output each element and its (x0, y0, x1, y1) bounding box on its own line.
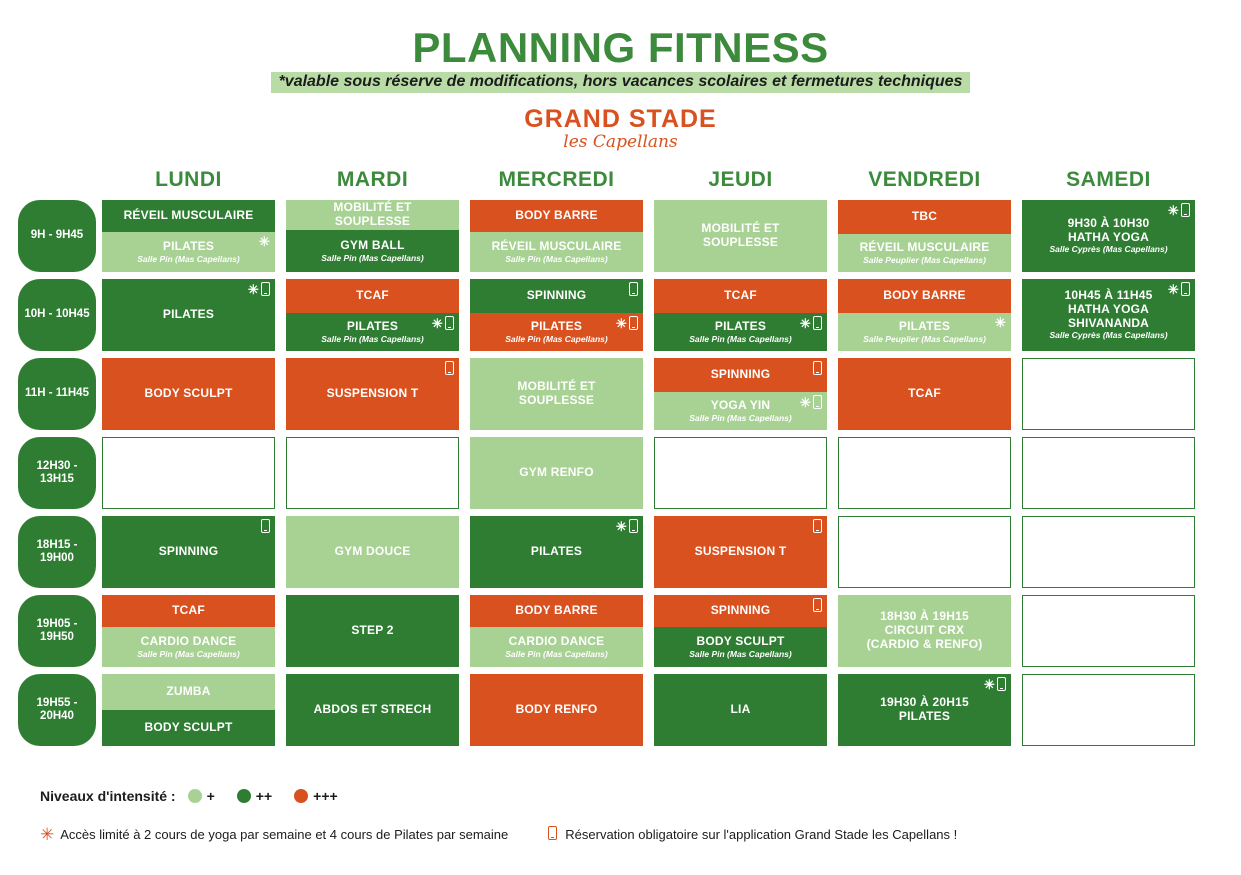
class-name: BODY BARRE (515, 603, 598, 618)
mobile-phone-icon (1181, 282, 1190, 296)
schedule-cell (102, 358, 275, 430)
class-room: Salle Cyprès (Mas Capellans) (1049, 244, 1168, 255)
class-block[interactable] (838, 200, 1011, 234)
schedule-cell (102, 674, 275, 746)
class-block[interactable] (654, 279, 827, 313)
schedule-grid (18, 168, 1223, 753)
note-star (40, 826, 508, 843)
class-block[interactable] (286, 674, 459, 746)
class-room: Salle Cyprès (Mas Capellans) (1049, 330, 1168, 341)
class-name: YOGA YIN (710, 397, 771, 412)
intensity-level-1 (188, 788, 215, 804)
mobile-phone-icon (445, 316, 454, 330)
class-block[interactable] (286, 279, 459, 313)
intensity-legend-label: Niveaux d'intensité : (40, 788, 176, 804)
schedule-cell (654, 358, 827, 430)
mobile-phone-icon (261, 519, 270, 533)
schedule-cell (286, 200, 459, 272)
class-room: Salle Pin (Mas Capellans) (689, 412, 792, 423)
schedule-cell (838, 674, 1011, 746)
class-block[interactable] (102, 279, 275, 351)
class-block[interactable] (838, 234, 1011, 272)
legend-footer (40, 788, 1200, 843)
class-name: BODY BARRE (515, 208, 598, 223)
class-block[interactable] (102, 516, 275, 588)
class-name: MOBILITÉ ET SOUPLESSE (701, 221, 780, 249)
class-block[interactable] (470, 279, 643, 313)
schedule-cell (470, 516, 643, 588)
schedule-row (18, 516, 1223, 588)
schedule-row (18, 279, 1223, 351)
schedule-cell (654, 279, 827, 351)
class-block[interactable] (470, 595, 643, 627)
class-block[interactable] (286, 200, 459, 230)
mobile-phone-icon (813, 519, 822, 533)
class-name: 18H30 À 19H15 (880, 609, 969, 624)
class-block[interactable] (470, 437, 643, 509)
class-name: SPINNING (158, 544, 219, 559)
schedule-row (18, 437, 1223, 509)
schedule-cell (838, 437, 1011, 509)
class-block[interactable] (102, 358, 275, 430)
class-name: STEP 2 (351, 623, 394, 638)
day-header-vendredi: VENDREDI (868, 168, 981, 191)
class-name: 10H45 À 11H45 (1064, 287, 1153, 302)
schedule-row (18, 595, 1223, 667)
schedule-cell (1022, 674, 1195, 746)
schedule-cell (470, 595, 643, 667)
class-name: 9H30 À 10H30 (1067, 215, 1150, 230)
class-room: Salle Pin (Mas Capellans) (137, 648, 240, 659)
class-block[interactable] (654, 200, 827, 272)
class-block[interactable] (470, 232, 643, 272)
intensity-level-3 (294, 788, 338, 804)
class-block[interactable] (654, 313, 827, 351)
class-name: PILATES (714, 318, 767, 333)
class-name: TBC (911, 209, 938, 224)
schedule-cell (470, 674, 643, 746)
class-name: TCAF (356, 288, 389, 303)
class-name: PILATES (162, 238, 215, 253)
class-name: CARDIO DANCE (140, 633, 237, 648)
class-room: Salle Pin (Mas Capellans) (505, 253, 608, 264)
class-block[interactable] (102, 200, 275, 232)
class-room: Salle Peuplier (Mas Capellans) (863, 254, 986, 265)
schedule-cell (1022, 437, 1195, 509)
schedule-cell (286, 516, 459, 588)
schedule-cell (470, 200, 643, 272)
class-name: TCAF (172, 603, 205, 618)
time-slot-badge: 19H55 - 20H40 (18, 674, 96, 746)
club-name: GRAND STADE (524, 105, 717, 134)
class-room: Salle Pin (Mas Capellans) (321, 333, 424, 344)
class-room: Salle Pin (Mas Capellans) (689, 333, 792, 344)
empty-slot (286, 437, 459, 509)
class-name: ABDOS ET STRECH (313, 702, 432, 717)
class-block[interactable] (470, 674, 643, 746)
empty-slot (838, 516, 1011, 588)
mobile-phone-icon (629, 316, 638, 330)
empty-slot (1022, 595, 1195, 667)
asterisk-icon: ✳ (1167, 281, 1179, 297)
class-name: CARDIO DANCE (508, 633, 605, 648)
class-block[interactable] (286, 230, 459, 272)
class-markers (1168, 282, 1190, 296)
empty-slot (1022, 516, 1195, 588)
class-block[interactable] (838, 313, 1011, 351)
class-room: Salle Pin (Mas Capellans) (505, 648, 608, 659)
asterisk-icon: ✳ (247, 281, 259, 297)
time-slot-badge: 19H05 - 19H50 (18, 595, 96, 667)
empty-slot (1022, 358, 1195, 430)
intensity-mark: + (206, 788, 215, 804)
class-name: HATHA YOGA (1067, 229, 1150, 244)
class-name: SUSPENSION T (694, 544, 787, 559)
mobile-phone-icon (629, 282, 638, 296)
schedule-cell (470, 358, 643, 430)
class-block[interactable] (286, 358, 459, 430)
intensity-mark: +++ (313, 788, 338, 804)
mobile-phone-icon (261, 282, 270, 296)
schedule-cell (286, 358, 459, 430)
class-markers (813, 519, 822, 533)
class-block[interactable] (470, 313, 643, 351)
schedule-cell (1022, 516, 1195, 588)
page-subtitle: *valable sous réserve de modifications, hors vacances scolaires et fermetures techniques (278, 73, 963, 91)
class-name: PILATES (162, 307, 215, 322)
empty-slot (1022, 437, 1195, 509)
schedule-cell (1022, 279, 1195, 351)
class-block[interactable] (102, 595, 275, 627)
class-block[interactable] (838, 279, 1011, 313)
schedule-cell (1022, 358, 1195, 430)
schedule-cell (102, 437, 275, 509)
class-markers (984, 677, 1006, 691)
schedule-cell (654, 595, 827, 667)
schedule-cell (102, 516, 275, 588)
class-room: Salle Pin (Mas Capellans) (321, 252, 424, 263)
class-markers (1168, 203, 1190, 217)
page-title: PLANNING FITNESS (412, 24, 829, 71)
empty-slot (1022, 674, 1195, 746)
day-header-mercredi: MERCREDI (498, 168, 615, 191)
schedule-cell (654, 437, 827, 509)
class-name: TCAF (724, 288, 757, 303)
schedule-cell (102, 200, 275, 272)
class-name: CIRCUIT CRX (884, 623, 965, 638)
class-markers (445, 361, 454, 375)
schedule-cell (838, 516, 1011, 588)
time-slot-badge: 12H30 - 13H15 (18, 437, 96, 509)
class-markers (248, 282, 270, 296)
intensity-dot-icon (188, 789, 202, 803)
class-name: SPINNING (710, 367, 771, 382)
schedule-cell (1022, 200, 1195, 272)
class-name: HATHA YOGA SHIVANANDA (1067, 301, 1150, 330)
class-markers (813, 598, 822, 612)
class-block[interactable] (470, 358, 643, 430)
note-star-text: Accès limité à 2 cours de yoga par semaine et 4 cours de Pilates par semaine (60, 827, 509, 842)
mobile-phone-icon (813, 316, 822, 330)
class-room: Salle Pin (Mas Capellans) (689, 648, 792, 659)
schedule-rows (18, 200, 1223, 746)
class-name: GYM RENFO (519, 465, 594, 480)
day-header-lundi: LUNDI (155, 168, 222, 191)
time-slot-badge: 10H - 10H45 (18, 279, 96, 351)
schedule-row (18, 674, 1223, 746)
note-phone (548, 826, 957, 843)
subtitle-highlight (271, 72, 971, 93)
class-name: RÉVEIL MUSCULAIRE (859, 239, 990, 254)
mobile-phone-icon (813, 361, 822, 375)
class-block[interactable] (1022, 200, 1195, 272)
schedule-cell (838, 595, 1011, 667)
class-markers (261, 519, 270, 533)
class-name: BODY RENFO (515, 702, 598, 717)
class-block[interactable] (654, 595, 827, 627)
class-block[interactable] (654, 358, 827, 392)
class-markers (616, 316, 638, 330)
asterisk-icon: ✳ (799, 315, 811, 331)
class-markers (432, 316, 454, 330)
schedule-cell (838, 279, 1011, 351)
class-block[interactable] (102, 710, 275, 746)
class-markers (629, 282, 638, 296)
class-name: RÉVEIL MUSCULAIRE (123, 208, 254, 223)
time-slot-badge: 11H - 11H45 (18, 358, 96, 430)
class-markers (800, 395, 822, 409)
asterisk-icon: ✳ (983, 676, 995, 692)
mobile-phone-icon (629, 519, 638, 533)
day-header-samedi: SAMEDI (1066, 168, 1151, 191)
class-name: MOBILITÉ ET SOUPLESSE (517, 379, 596, 407)
notes-row (40, 826, 1200, 843)
class-block[interactable] (838, 674, 1011, 746)
class-block[interactable] (654, 627, 827, 667)
asterisk-icon: ✳ (994, 315, 1006, 330)
mobile-phone-icon (813, 598, 822, 612)
class-block[interactable] (1022, 279, 1195, 351)
class-markers (800, 316, 822, 330)
schedule-cell (286, 674, 459, 746)
page-header (0, 0, 1241, 152)
schedule-cell (654, 516, 827, 588)
class-name: SUSPENSION T (326, 386, 419, 401)
time-slot-badge: 18H15 - 19H00 (18, 516, 96, 588)
schedule-cell (102, 595, 275, 667)
class-name: BODY BARRE (883, 288, 966, 303)
empty-slot (838, 437, 1011, 509)
empty-slot (654, 437, 827, 509)
schedule-cell (286, 595, 459, 667)
class-block[interactable] (102, 627, 275, 667)
class-block[interactable] (470, 200, 643, 232)
intensity-mark: ++ (255, 788, 273, 804)
note-phone-text: Réservation obligatoire sur l'application Grand Stade les Capellans ! (565, 827, 958, 842)
class-block[interactable] (470, 516, 643, 588)
class-name: PILATES (530, 544, 583, 559)
class-markers (813, 361, 822, 375)
class-block[interactable] (102, 674, 275, 710)
class-name: PILATES (898, 709, 951, 723)
class-block[interactable] (102, 232, 275, 272)
class-block[interactable] (838, 358, 1011, 430)
class-name: ZUMBA (166, 684, 211, 699)
mobile-phone-icon (445, 361, 454, 375)
schedule-cell (286, 279, 459, 351)
class-markers (616, 519, 638, 533)
mobile-phone-icon (1181, 203, 1190, 217)
time-slot-badge: 9H - 9H45 (18, 200, 96, 272)
class-room: Salle Pin (Mas Capellans) (505, 333, 608, 344)
class-name: (CARDIO & RENFO) (866, 636, 983, 651)
class-name: 19H30 À 20H15 (880, 695, 969, 710)
class-room: Salle Pin (Mas Capellans) (137, 253, 240, 264)
asterisk-icon: ✳ (799, 394, 811, 410)
class-name: TCAF (908, 386, 941, 401)
class-block[interactable] (654, 674, 827, 746)
asterisk-icon: ✳ (258, 234, 270, 249)
mobile-phone-icon (548, 826, 557, 843)
days-header-row (102, 168, 1223, 192)
mobile-phone-icon (997, 677, 1006, 691)
class-name: PILATES (346, 318, 399, 333)
empty-slot (102, 437, 275, 509)
class-block[interactable] (286, 313, 459, 351)
schedule-cell (286, 437, 459, 509)
class-markers (995, 316, 1006, 329)
day-header-mardi: MARDI (336, 168, 409, 191)
intensity-dot-icon (294, 789, 308, 803)
intensity-level-2 (237, 788, 272, 804)
asterisk-icon: ✳ (615, 518, 627, 534)
class-name: BODY SCULPT (144, 720, 233, 735)
intensity-legend (40, 788, 1200, 804)
class-name: PILATES (898, 318, 951, 333)
class-block[interactable] (654, 516, 827, 588)
schedule-cell (470, 437, 643, 509)
class-name: GYM BALL (340, 237, 405, 252)
class-name: PILATES (530, 318, 583, 333)
day-header-jeudi: JEUDI (708, 168, 773, 191)
class-name: SPINNING (526, 288, 587, 303)
class-block[interactable] (470, 627, 643, 667)
schedule-cell (838, 200, 1011, 272)
schedule-cell (102, 279, 275, 351)
class-block[interactable] (838, 595, 1011, 667)
class-block[interactable] (654, 392, 827, 430)
schedule-row (18, 200, 1223, 272)
mobile-phone-icon (813, 395, 822, 409)
class-name: BODY SCULPT (144, 386, 233, 401)
schedule-cell (470, 279, 643, 351)
schedule-cell (1022, 595, 1195, 667)
class-room: Salle Peuplier (Mas Capellans) (863, 333, 986, 344)
asterisk-icon: ✳ (615, 315, 627, 331)
schedule-cell (654, 674, 827, 746)
schedule-cell (654, 200, 827, 272)
class-block[interactable] (286, 595, 459, 667)
class-name: RÉVEIL MUSCULAIRE (491, 238, 622, 253)
class-name: SPINNING (710, 603, 771, 618)
class-block[interactable] (286, 516, 459, 588)
class-name: MOBILITÉ ET SOUPLESSE (333, 200, 412, 228)
schedule-cell (838, 358, 1011, 430)
class-name: LIA (730, 702, 751, 717)
schedule-row (18, 358, 1223, 430)
club-location: les Capellans (563, 132, 678, 153)
class-markers (259, 235, 270, 248)
asterisk-icon: ✳ (40, 825, 55, 844)
class-name: BODY SCULPT (696, 633, 785, 648)
intensity-dot-icon (237, 789, 251, 803)
class-name: GYM DOUCE (334, 544, 411, 559)
asterisk-icon: ✳ (1167, 202, 1179, 218)
asterisk-icon: ✳ (431, 315, 443, 331)
